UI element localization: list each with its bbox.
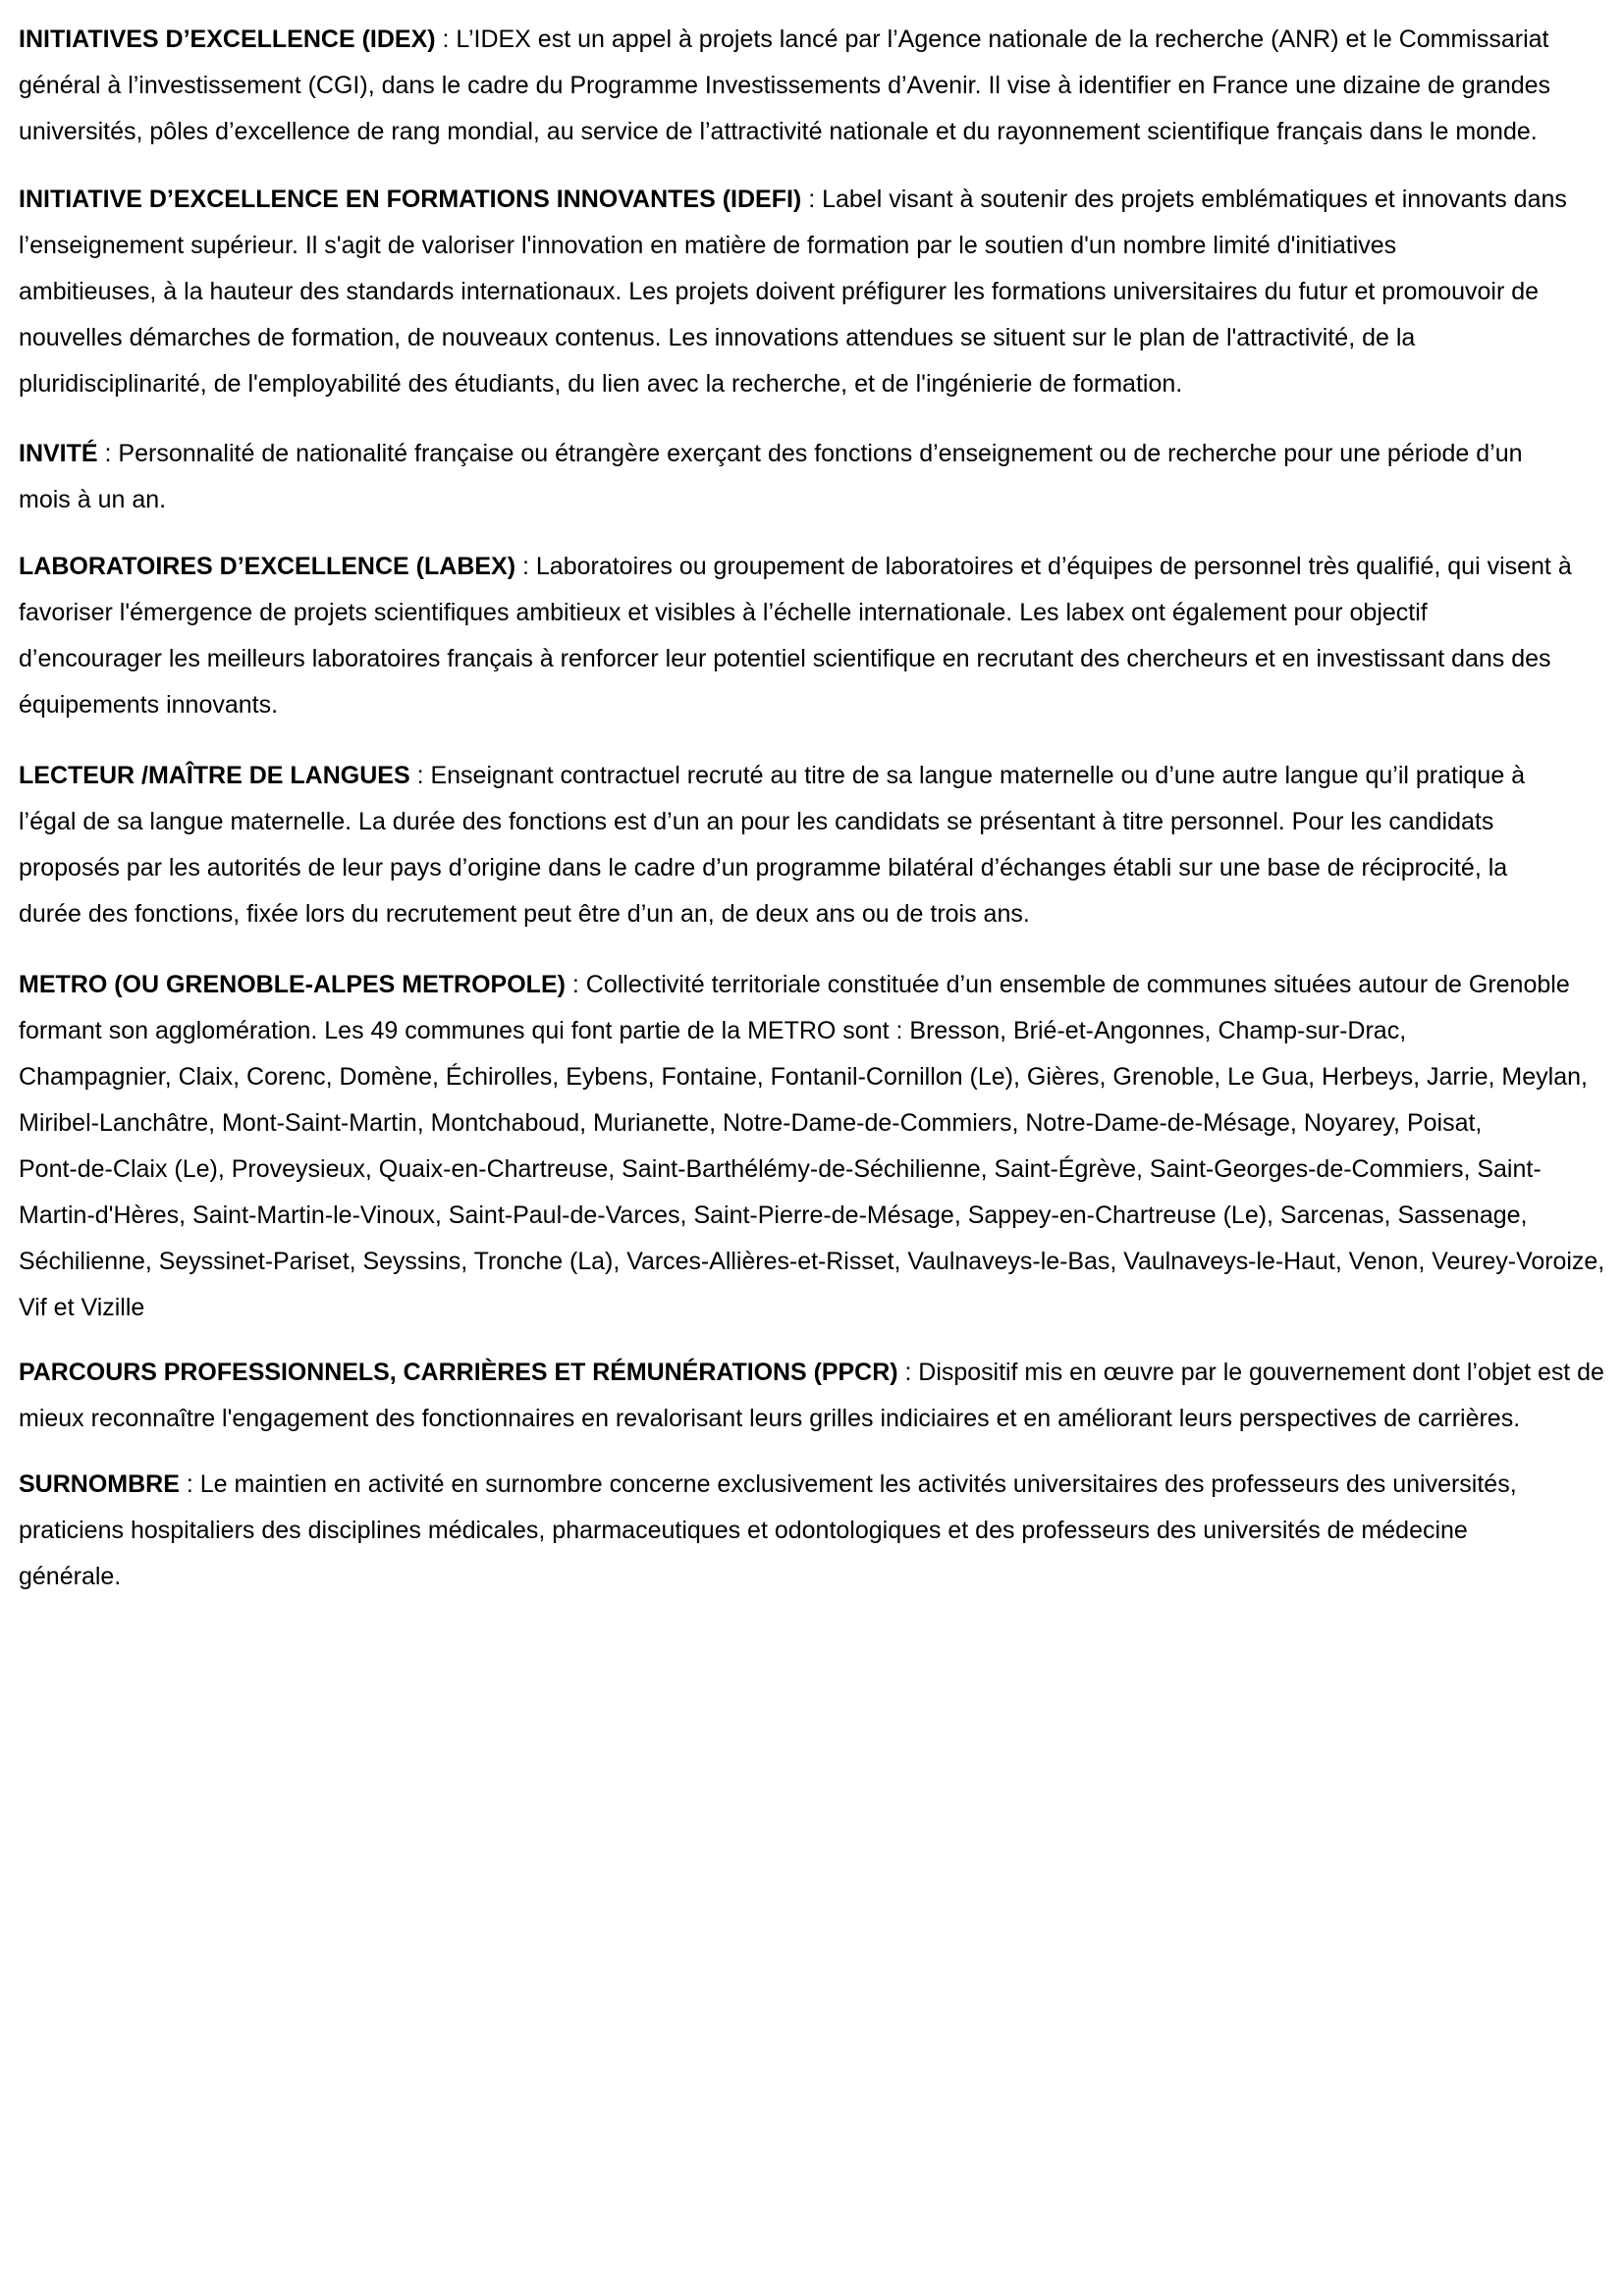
entry-line: Séchilienne, Seyssinet-Pariset, Seyssins, Tronche (La), Varces-Allières-et-Risset, Vaulnaveys-le-Bas, Vaulnaveys-le-Haut, Venon, Veurey-Voroize, — [19, 1248, 1605, 1275]
glossary-entry-invite — [19, 431, 1609, 523]
entry-line — [19, 544, 1609, 590]
entry-line: l’enseignement supérieur. Il s'agit de valoriser l'innovation en matière de formation par le soutien d'un nombre limité d'initiatives — [19, 232, 1397, 259]
glossary-entry-lecteur — [19, 753, 1609, 937]
entry-line: générale. — [19, 1563, 122, 1590]
entry-line: l’égal de sa langue maternelle. La durée des fonctions est d’un an pour les candidats se présentant à titre personnel. Pour les candidats — [19, 808, 1494, 835]
entry-line — [19, 17, 1609, 63]
glossary-term: INITIATIVE D’EXCELLENCE EN FORMATIONS INNOVANTES (IDEFI) — [19, 186, 802, 213]
definition-text: : Le maintien en activité en surnombre concerne exclusivement les activités universitaires des professeurs des universités, — [179, 1470, 1517, 1498]
entry-line: universités, pôles d’excellence de rang mondial, au service de l’attractivité nationale et du rayonnement scientifique français dans le monde. — [19, 118, 1538, 145]
entry-line: Martin-d'Hères, Saint-Martin-le-Vinoux, Saint-Paul-de-Varces, Saint-Pierre-de-Mésage, Sappey-en-Chartreuse (Le), Sarcenas, Sassenage, — [19, 1201, 1528, 1229]
glossary-entry-idefi — [19, 177, 1609, 407]
glossary-entry-ppcr — [19, 1350, 1609, 1442]
entry-line: nouvelles démarches de formation, de nouveaux contenus. Les innovations attendues se situent sur le plan de l'attractivité, de la — [19, 324, 1416, 351]
definition-text: : Dispositif mis en œuvre par le gouvernement dont l’objet est de — [897, 1359, 1604, 1386]
entry-line: Miribel-Lanchâtre, Mont-Saint-Martin, Montchaboud, Murianette, Notre-Dame-de-Commiers, Notre-Dame-de-Mésage, Noyarey, Poisat, — [19, 1109, 1483, 1137]
definition-text: : Personnalité de nationalité française ou étrangère exerçant des fonctions d’enseignement ou de recherche pour une période d’un — [97, 440, 1523, 467]
entry-line — [19, 753, 1609, 799]
entry-line: général à l’investissement (CGI), dans le cadre du Programme Investissements d’Avenir. Il vise à identifier en France une dizaine de grandes — [19, 72, 1551, 99]
entry-line — [19, 177, 1609, 223]
entry-line: Pont-de-Claix (Le), Proveysieux, Quaix-en-Chartreuse, Saint-Barthélémy-de-Séchilienne, Saint-Égrève, Saint-Georges-de-Commiers, Saint- — [19, 1155, 1542, 1183]
entry-line — [19, 431, 1609, 477]
entry-line: pluridisciplinarité, de l'employabilité des étudiants, du lien avec la recherche, et de l'ingénierie de formation. — [19, 370, 1183, 398]
entry-line: équipements innovants. — [19, 691, 279, 719]
entry-line — [19, 1462, 1609, 1508]
entry-line: Vif et Vizille — [19, 1294, 145, 1321]
glossary-term: INVITÉ — [19, 440, 98, 467]
entry-line: mois à un an. — [19, 486, 167, 513]
entry-line: formant son agglomération. Les 49 communes qui font partie de la METRO sont : Bresson, Brié-et-Angonnes, Champ-sur-Drac, — [19, 1017, 1407, 1044]
definition-text: : L’IDEX est un appel à projets lancé par l’Agence nationale de la recherche (ANR) et le Commissariat — [435, 26, 1549, 53]
glossary-term: LABORATOIRES D’EXCELLENCE (LABEX) — [19, 553, 516, 580]
glossary-term: PARCOURS PROFESSIONNELS, CARRIÈRES ET RÉMUNÉRATIONS (PPCR) — [19, 1359, 898, 1386]
entry-line: ambitieuses, à la hauteur des standards internationaux. Les projets doivent préfigurer les formations universitaires du futur et promouvoir de — [19, 278, 1540, 305]
glossary-term: LECTEUR /MAÎTRE DE LANGUES — [19, 762, 410, 789]
entry-line: praticiens hospitaliers des disciplines médicales, pharmaceutiques et odontologiques et des professeurs des universités de médecine — [19, 1517, 1468, 1544]
glossary-entry-idex — [19, 17, 1609, 155]
glossary-entry-metro — [19, 962, 1609, 1331]
definition-text: : Label visant à soutenir des projets emblématiques et innovants dans — [801, 186, 1567, 213]
entry-line — [19, 1350, 1605, 1396]
definition-text: : Collectivité territoriale constituée d’un ensemble de communes situées autour de Grenoble — [565, 971, 1570, 998]
definition-text: : Laboratoires ou groupement de laboratoires et d’équipes de personnel très qualifié, qui visent à — [515, 553, 1572, 580]
entry-line: mieux reconnaître l'engagement des fonctionnaires en revalorisant leurs grilles indiciaires et en améliorant leurs perspectives de carrières. — [19, 1405, 1521, 1432]
definition-text: : Enseignant contractuel recruté au titre de sa langue maternelle ou d’une autre langue qu’il pratique à — [409, 762, 1526, 789]
entry-line: d’encourager les meilleurs laboratoires français à renforcer leur potentiel scientifique en recrutant des chercheurs et en investissant dans des — [19, 645, 1551, 672]
glossary-entry-surnombre — [19, 1462, 1609, 1600]
glossary-term: SURNOMBRE — [19, 1470, 180, 1498]
entry-line: durée des fonctions, fixée lors du recrutement peut être d’un an, de deux ans ou de trois ans. — [19, 900, 1030, 928]
entry-line: favoriser l'émergence de projets scientifiques ambitieux et visibles à l’échelle internationale. Les labex ont également pour objectif — [19, 599, 1428, 626]
glossary-entry-labex — [19, 544, 1609, 728]
entry-line: proposés par les autorités de leur pays d’origine dans le cadre d’un programme bilatéral d’échanges établi sur une base de réciprocité, la — [19, 854, 1508, 881]
entry-line — [19, 962, 1609, 1008]
glossary-term: INITIATIVES D’EXCELLENCE (IDEX) — [19, 26, 436, 53]
glossary-term: METRO (OU GRENOBLE-ALPES METROPOLE) — [19, 971, 566, 998]
entry-line: Champagnier, Claix, Corenc, Domène, Échirolles, Eybens, Fontaine, Fontanil-Cornillon (Le), Gières, Grenoble, Le Gua, Herbeys, Jarrie, Meylan, — [19, 1063, 1588, 1091]
